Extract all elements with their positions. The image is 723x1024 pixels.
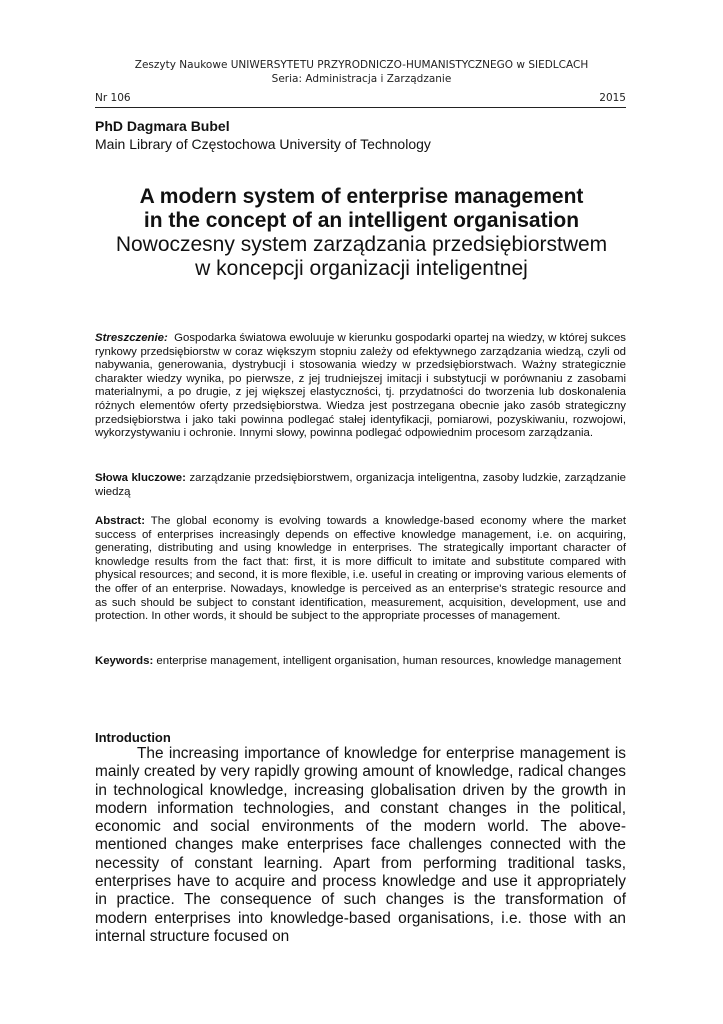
journal-header bbox=[95, 58, 628, 86]
author-block bbox=[95, 117, 431, 153]
title-en-line2: in the concept of an intelligent organisation bbox=[143, 209, 580, 232]
title-en-line1: A modern system of enterprise management bbox=[139, 185, 584, 208]
issue-row bbox=[95, 91, 626, 108]
abstract-paragraph bbox=[95, 515, 626, 624]
streszczenie-text: Gospodarka światowa ewoluuje w kierunku gospodarki opartej na wiedzy, w której sukces rynkowy przedsiębiorstw w coraz większym stopniu zależy od efektywnego zarządzania wiedzą, czyli od nabywania, generowania, dystrybucji i stosowania wiedzy w przedsiębiorstwach. Ważny strategicznie charakter wiedzy wynika, po pierwsze, z jej trudniejszej imitacji i substytucji w porównaniu z zasobami materialnymi, a po drugie, z jej większej elastyczności, tj. przydatności do tworzenia lub doskonalenia różnych elementów oferty przedsiębiorstwa. Wiedza jest postrzegana obecnie jako zasób strategiczny przedsiębiorstwa i jako taki powinna podlegać stałej identyfikacji, pomiarowi, pozyskiwaniu, rozwojowi, wykorzystywaniu i ochronie. Innymi słowy, powinna podlegać odpowiednim procesom zarządzania. bbox=[95, 332, 626, 440]
issue-number: Nr 106 bbox=[95, 92, 131, 104]
journal-series: Seria: Administracja i Zarządzanie bbox=[271, 73, 452, 85]
journal-name: Zeszyty Naukowe UNIWERSYTETU PRZYRODNICZO-HUMANISTYCZNEGO w SIEDLCACH bbox=[134, 59, 589, 71]
issue-year: 2015 bbox=[599, 92, 626, 104]
abstract-text: The global economy is evolving towards a knowledge-based economy where the market success of enterprises increasingly depends on effective knowledge management, i.e. on acquiring, generating, distributing and using knowledge in enterprises. The strategically important character of knowledge results from the fact that: first, it is more difficult to imitate and substitute compared with physical resources; and second, it is more flexible, i.e. useful in creating or improving various elements of the offer of an enterprise. Nowadays, knowledge is perceived as an enterprise's strategic resource and as such should be subject to constant identification, measurement, acquisition, development, use and protection. In other words, it should be subject to the appropriate processes of management. bbox=[95, 515, 626, 623]
title-pl-line1: Nowoczesny system zarządzania przedsiębiorstwem bbox=[115, 233, 608, 256]
keywords-label: Keywords: bbox=[95, 655, 154, 667]
introduction-heading: Introduction bbox=[95, 730, 171, 745]
introduction-paragraph bbox=[95, 745, 626, 946]
keywords-text: enterprise management, intelligent organisation, human resources, knowledge management bbox=[156, 655, 622, 667]
paper-title bbox=[60, 185, 663, 281]
slowa-kluczowe-paragraph bbox=[95, 472, 626, 499]
slowa-kluczowe-label: Słowa kluczowe: bbox=[95, 472, 186, 484]
author-affiliation: Main Library of Częstochowa University of Technology bbox=[95, 136, 431, 152]
introduction-text: The increasing importance of knowledge for enterprise management is mainly created by very rapidly growing amount of knowledge, radical changes in technological knowledge, increasing globalisation driven by the growth in modern information technologies, and constant changes in the political, economic and social environments of the modern world. The above-mentioned changes make enterprises face challenges connected with the necessity of constant learning. Apart from performing traditional tasks, enterprises have to acquire and process knowledge and use it appropriately in practice. The consequence of such changes is the transformation of modern enterprises into knowledge-based organisations, i.e. those with an internal structure focused on bbox=[95, 745, 626, 945]
streszczenie-label: Streszczenie: bbox=[95, 332, 168, 344]
title-pl-line2: w koncepcji organizacji inteligentnej bbox=[195, 257, 528, 280]
abstract-label: Abstract: bbox=[95, 515, 146, 527]
slowa-kluczowe-text: zarządzanie przedsiębiorstwem, organizacja inteligentna, zasoby ludzkie, zarządzanie wiedzą bbox=[95, 472, 626, 498]
keywords-paragraph bbox=[95, 655, 626, 669]
author-name: PhD Dagmara Bubel bbox=[95, 118, 230, 134]
streszczenie-paragraph bbox=[95, 332, 626, 441]
